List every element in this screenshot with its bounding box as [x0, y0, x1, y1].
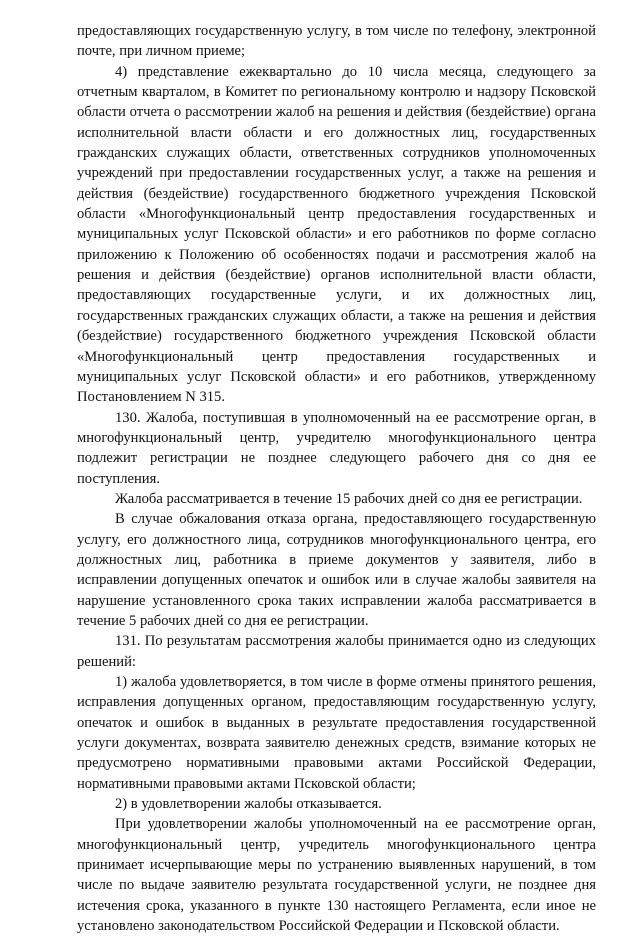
document-page — [77, 21, 596, 936]
paragraph-refusal-appeal: В случае обжалования отказа органа, предоставляющего государственную услугу, его должностного лица, сотрудников многофункционального центра, его должностных лиц, работника в приеме документов у заявителя, либо в исправлении допущенных опечаток и ошибок или в случае жалобы заявителя на нарушение установленного срока таких исправлении жалоба рассматривается в течение 5 рабочих дней со дня ее регистрации. — [77, 511, 596, 629]
paragraph-continuation: предоставляющих государственную услугу, в том числе по телефону, электронной почте, при личном приеме; — [77, 23, 596, 60]
paragraph-clause-130: 130. Жалоба, поступившая в уполномоченный на ее рассмотрение орган, в многофункциональный центр, учредителю многофункционального центра подлежит регистрации не позднее следующего рабочего дня со дня ее поступления. — [77, 409, 596, 487]
paragraph-item-4-reporting: 4) представление ежеквартально до 10 числа месяца, следующего за отчетным кварталом, в Комитет по региональному контролю и надзору Псковской области отчета о рассмотрении жалоб на решения и действия (бездействие) органа исполнительной власти области и его должностных лиц, государственных гражданских служащих области, ответственных сотрудников уполномоченных учреждений при предоставлении государственных услуг, а также на решения и действия (бездействие) государственного бюджетного учреждения Псковской области «Многофункциональный центр предоставления государственных и муниципальных услуг Псковской области» и его работников по форме согласно приложению к Положению об особенностях подачи и рассмотрения жалоб на решения и действия (бездействие) органов исполнительной власти области, предоставляющих государственные услуги, и их должностных лиц, государственных гражданских служащих области, а также на решения и действия (бездействие) государственного бюджетного учреждения Псковской области «Многофункциональный центр предоставления государственных и муниципальных услуг Псковской области» и его работников, утвержденному Постановлением N 315. — [77, 63, 596, 406]
paragraph-remedy-measures: При удовлетворении жалобы уполномоченный на ее рассмотрение орган, многофункциональный центр, учредитель многофункционального центра принимает исчерпывающие меры по устранению выявленных нарушений, в том числе по выдаче заявителю результата государственной услуги, не позднее дня истечения срока, указанного в пункте 130 настоящего Регламента, если иное не установлено законодательством Российской Федерации и Псковской области. — [77, 816, 596, 935]
paragraph-decision-2: 2) в удовлетворении жалобы отказывается. — [115, 796, 382, 813]
paragraph-review-period: Жалоба рассматривается в течение 15 рабочих дней со дня ее регистрации. — [115, 490, 583, 507]
paragraph-clause-131: 131. По результатам рассмотрения жалобы принимается одно из следующих решений: — [77, 633, 596, 670]
paragraph-decision-1: 1) жалоба удовлетворяется, в том числе в форме отмены принятого решения, исправления допущенных органом, предоставляющим государственную услугу, опечаток и ошибок в выданных в результате предоставления государственной услуги документах, возврата заявителю денежных средств, взимание которых не предусмотрено нормативными правовыми актами Российской Федерации, нормативными правовыми актами Псковской области; — [77, 674, 596, 792]
